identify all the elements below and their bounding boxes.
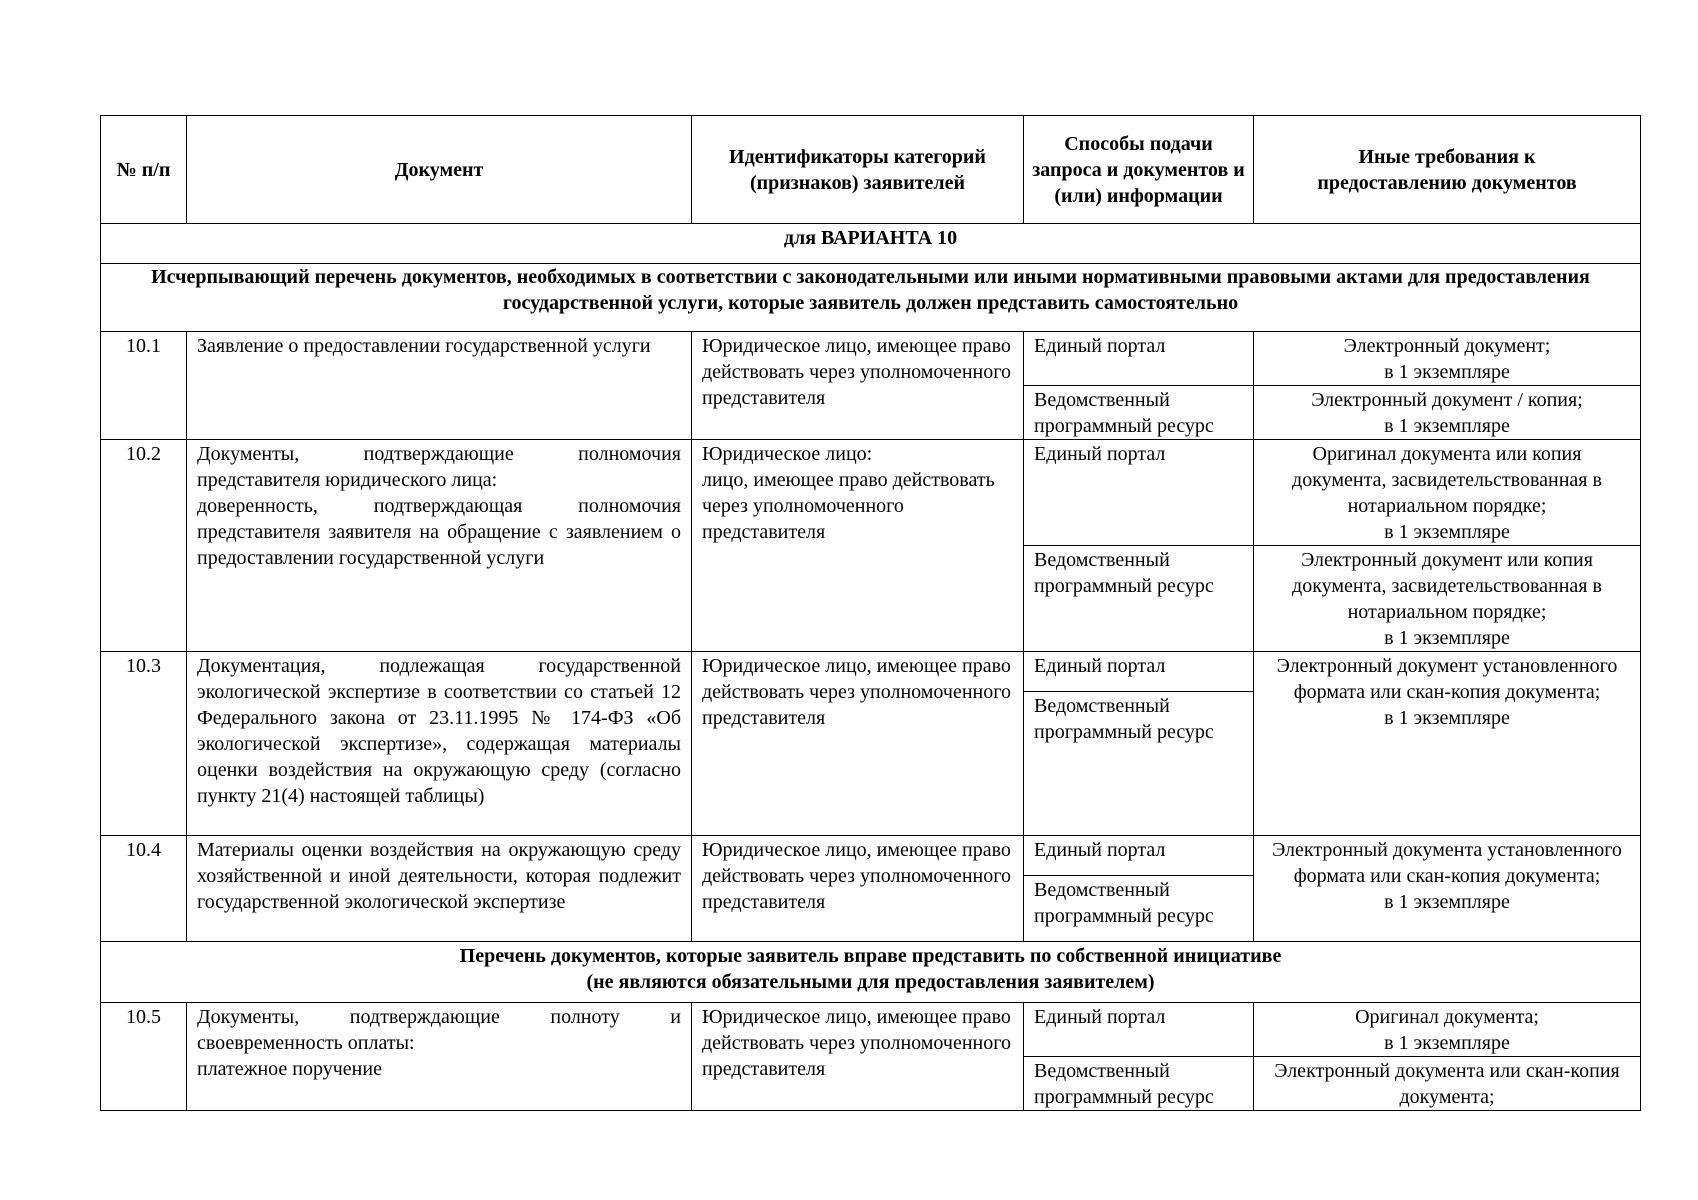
row-requirement-portal: Оригинал документа или копия документа, засвидетельствованная в нотариальном порядке; в 1 экземпляре <box>1254 440 1641 546</box>
row-method-portal: Единый портал <box>1024 836 1254 876</box>
row-document: Документы, подтверждающие полномочия представителя юридического лица: доверенность, подтверждающая полномочия представителя заявителя на обращение с заявлением о предоставлении государственной услуги <box>187 440 692 652</box>
row-document: Заявление о предоставлении государственной услуги <box>187 332 692 440</box>
section-1-title-row <box>101 264 1641 332</box>
row-method-resource: Ведомственный программный ресурс <box>1024 546 1254 652</box>
row-method-resource: Ведомственный программный ресурс <box>1024 386 1254 440</box>
row-document: Документы, подтверждающие полноту и своевременность оплаты: платежное поручение <box>187 1003 692 1111</box>
row-number: 10.4 <box>101 836 187 942</box>
row-requirement: Электронный документ установленного формата или скан-копия документа; в 1 экземпляре <box>1254 652 1641 836</box>
row-applicant: Юридическое лицо, имеющее право действовать через уполномоченного представителя <box>692 652 1024 836</box>
section-1-title: Исчерпывающий перечень документов, необходимых в соответствии с законодательными или иными нормативными правовыми актами для предоставления государственной услуги, которые заявитель должен представить самостоятельно <box>101 264 1641 332</box>
row-method-resource: Ведомственный программный ресурс <box>1024 1057 1254 1111</box>
requirements-table <box>100 115 1641 1111</box>
section-2-title-line-2: (не являются обязательными для предоставления заявителем) <box>586 971 1155 993</box>
row-method-portal: Единый портал <box>1024 440 1254 546</box>
row-number: 10.5 <box>101 1003 187 1111</box>
row-applicant: Юридическое лицо, имеющее право действовать через уполномоченного представителя <box>692 836 1024 942</box>
row-requirement: Электронный документа установленного формата или скан-копия документа; в 1 экземпляре <box>1254 836 1641 942</box>
section-2-title <box>101 942 1641 1003</box>
header-requirements: Иные требования к предоставлению документов <box>1254 116 1641 224</box>
row-method-resource: Ведомственный программный ресурс <box>1024 876 1254 942</box>
table-row <box>101 440 1641 546</box>
variant-title-row <box>101 224 1641 264</box>
row-requirement-portal: Электронный документ; в 1 экземпляре <box>1254 332 1641 386</box>
section-2-title-row <box>101 942 1641 1003</box>
row-requirement-portal: Оригинал документа; в 1 экземпляре <box>1254 1003 1641 1057</box>
section-2-title-line-1: Перечень документов, которые заявитель вправе представить по собственной инициативе <box>459 945 1282 967</box>
table-row <box>101 1003 1641 1057</box>
row-number: 10.3 <box>101 652 187 836</box>
table-row <box>101 652 1641 692</box>
table-header-row <box>101 116 1641 224</box>
row-number: 10.1 <box>101 332 187 440</box>
row-method-resource: Ведомственный программный ресурс <box>1024 692 1254 836</box>
row-number: 10.2 <box>101 440 187 652</box>
row-method-portal: Единый портал <box>1024 1003 1254 1057</box>
row-requirement-resource: Электронный документа или скан-копия документа; <box>1254 1057 1641 1111</box>
table-row <box>101 836 1641 876</box>
header-num: № п/п <box>101 116 187 224</box>
header-document: Документ <box>187 116 692 224</box>
row-applicant: Юридическое лицо, имеющее право действовать через уполномоченного представителя <box>692 332 1024 440</box>
row-requirement-resource: Электронный документ / копия; в 1 экземпляре <box>1254 386 1641 440</box>
row-applicant: Юридическое лицо: лицо, имеющее право действовать через уполномоченного представителя <box>692 440 1024 652</box>
row-method-portal: Единый портал <box>1024 332 1254 386</box>
header-identifiers: Идентификаторы категорий (признаков) заявителей <box>692 116 1024 224</box>
variant-title: для ВАРИАНТА 10 <box>101 224 1641 264</box>
row-method-portal: Единый портал <box>1024 652 1254 692</box>
header-methods: Способы подачи запроса и документов и (или) информации <box>1024 116 1254 224</box>
row-document: Материалы оценки воздействия на окружающую среду хозяйственной и иной деятельности, которая подлежит государственной экологической экспертизе <box>187 836 692 942</box>
row-document: Документация, подлежащая государственной экологической экспертизе в соответствии со статьей 12 Федерального закона от 23.11.1995 № 174-ФЗ «Об экологической экспертизе», содержащая материалы оценки воздействия на окружающую среду (согласно пункту 21(4) настоящей таблицы) <box>187 652 692 836</box>
row-applicant: Юридическое лицо, имеющее право действовать через уполномоченного представителя <box>692 1003 1024 1111</box>
row-requirement-resource: Электронный документ или копия документа, засвидетельствованная в нотариальном порядке; в 1 экземпляре <box>1254 546 1641 652</box>
table-row <box>101 332 1641 386</box>
